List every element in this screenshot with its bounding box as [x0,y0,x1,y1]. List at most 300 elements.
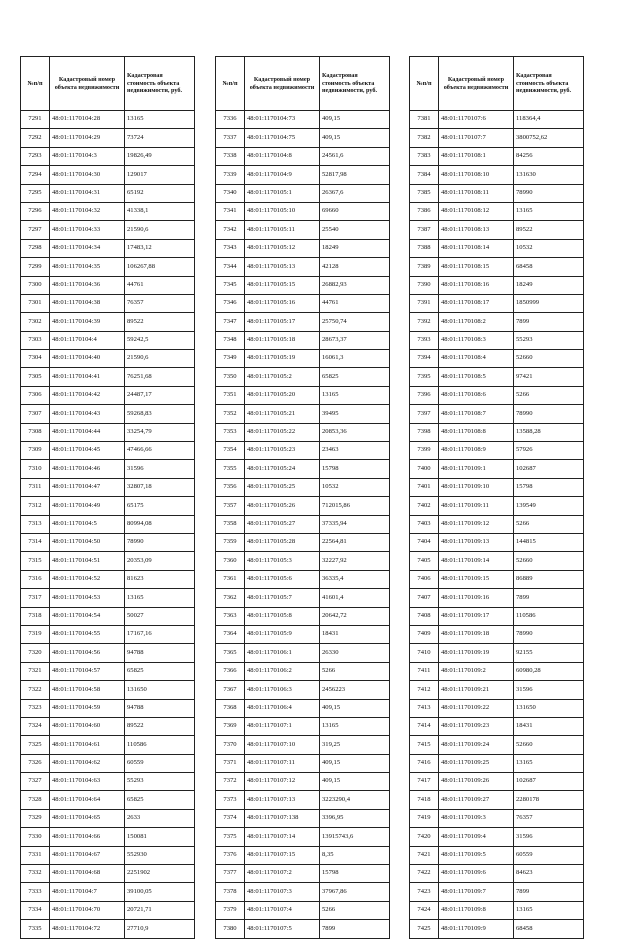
cadastral-value: 68458 [514,920,584,938]
cadastral-number: 48:01:1170105:16 [245,294,320,312]
cadastral-value: 2251902 [125,865,195,883]
row-number: 7297 [21,221,50,239]
row-number: 7390 [410,276,439,294]
cadastral-value: 15798 [514,478,584,496]
cadastral-value: 712015,86 [320,497,390,515]
row-number: 7352 [216,405,245,423]
cadastral-value: 409,15 [320,773,390,791]
row-number: 7299 [21,258,50,276]
table-row [216,552,390,570]
row-number: 7296 [21,202,50,220]
row-number: 7342 [216,221,245,239]
table-row [21,552,195,570]
cadastral-number: 48:01:1170105:25 [245,478,320,496]
table-row [21,497,195,515]
row-number: 7381 [410,111,439,129]
row-number: 7341 [216,202,245,220]
table-row [21,773,195,791]
cadastral-value: 27710,9 [125,920,195,938]
row-number: 7402 [410,497,439,515]
table-row [21,920,195,938]
cadastral-value: 13165 [125,111,195,129]
row-number: 7328 [21,791,50,809]
cadastral-value: 7899 [514,313,584,331]
row-number: 7343 [216,239,245,257]
cadastral-value: 44761 [125,276,195,294]
cadastral-number: 48:01:1170105:1 [245,184,320,202]
cadastral-number: 48:01:1170104:51 [50,552,125,570]
cadastral-number: 48:01:1170109:25 [439,754,514,772]
cadastral-number: 48:01:1170109:14 [439,552,514,570]
table-row [410,681,584,699]
row-number: 7360 [216,552,245,570]
cadastral-number: 48:01:1170109:16 [439,589,514,607]
cadastral-value: 42128 [320,258,390,276]
cadastral-number: 48:01:1170106:4 [245,699,320,717]
cadastral-value: 131650 [125,681,195,699]
cadastral-value: 118364,4 [514,111,584,129]
cadastral-value: 5266 [514,386,584,404]
row-number: 7315 [21,552,50,570]
table-row [216,607,390,625]
row-number: 7309 [21,442,50,460]
cadastral-value: 94788 [125,644,195,662]
cadastral-value: 22564,81 [320,533,390,551]
table-row [216,515,390,533]
cadastral-number: 48:01:1170109:24 [439,736,514,754]
cadastral-number: 48:01:1170104:29 [50,129,125,147]
row-number: 7351 [216,386,245,404]
row-number: 7319 [21,625,50,643]
cadastral-number: 48:01:1170105:23 [245,442,320,460]
cadastral-number: 48:01:1170104:47 [50,478,125,496]
table-row [216,405,390,423]
row-number: 7404 [410,533,439,551]
cadastral-number: 48:01:1170105:28 [245,533,320,551]
row-number: 7395 [410,368,439,386]
cadastral-number: 48:01:1170106:2 [245,662,320,680]
table-row [21,350,195,368]
table-row [410,350,584,368]
cadastral-number: 48:01:1170104:43 [50,405,125,423]
table-row [21,846,195,864]
table-row [21,717,195,735]
cadastral-number: 48:01:1170109:6 [439,865,514,883]
cadastral-number: 48:01:1170105:24 [245,460,320,478]
table-row [216,442,390,460]
cadastral-value: 18249 [320,239,390,257]
row-number: 7317 [21,589,50,607]
row-number: 7413 [410,699,439,717]
cadastral-number: 48:01:1170104:46 [50,460,125,478]
table-row [410,920,584,938]
row-number: 7367 [216,681,245,699]
cadastral-value: 76357 [125,294,195,312]
table-row [410,258,584,276]
table-row [410,460,584,478]
table-row [216,129,390,147]
cadastral-value: 20353,09 [125,552,195,570]
cadastral-number: 48:01:1170104:60 [50,717,125,735]
row-number: 7412 [410,681,439,699]
table-row [216,699,390,717]
cadastral-number: 48:01:1170104:38 [50,294,125,312]
table-row [410,773,584,791]
row-number: 7397 [410,405,439,423]
cadastral-number: 48:01:1170107:138 [245,809,320,827]
cadastral-number: 48:01:1170105:8 [245,607,320,625]
row-number: 7340 [216,184,245,202]
table-row [410,644,584,662]
table-row [410,662,584,680]
cadastral-value: 47466,66 [125,442,195,460]
table-row [410,754,584,772]
cadastral-number: 48:01:1170107:13 [245,791,320,809]
cadastral-number: 48:01:1170104:68 [50,865,125,883]
cadastral-value: 78990 [514,625,584,643]
table-row [216,423,390,441]
cadastral-value: 409,15 [320,129,390,147]
table-row [410,221,584,239]
cadastral-number: 48:01:1170105:2 [245,368,320,386]
table-row [21,901,195,919]
row-number: 7354 [216,442,245,460]
row-number: 7376 [216,846,245,864]
row-number: 7382 [410,129,439,147]
table-row [216,331,390,349]
cadastral-value: 18431 [320,625,390,643]
table-row [21,202,195,220]
cadastral-number: 48:01:1170109:21 [439,681,514,699]
cadastral-value: 21590,6 [125,221,195,239]
cadastral-number: 48:01:1170108:11 [439,184,514,202]
cadastral-number: 48:01:1170109:15 [439,570,514,588]
row-number: 7334 [21,901,50,919]
header-cadastral-number: Кадастровый номер объекта недвижимости [439,57,514,111]
cadastral-value: 65825 [125,662,195,680]
table-row [410,533,584,551]
cadastral-value: 59242,5 [125,331,195,349]
row-number: 7327 [21,773,50,791]
cadastral-value: 65825 [125,791,195,809]
table-body [21,111,195,939]
table-row [216,460,390,478]
table-row [21,644,195,662]
cadastral-value: 7899 [320,920,390,938]
table-row [21,239,195,257]
cadastral-number: 48:01:1170104:36 [50,276,125,294]
table-row [21,276,195,294]
header-number: №п/п [216,57,245,111]
row-number: 7329 [21,809,50,827]
table-row [216,350,390,368]
row-number: 7316 [21,570,50,588]
row-number: 7320 [21,644,50,662]
cadastral-number: 48:01:1170108:5 [439,368,514,386]
cadastral-number: 48:01:1170107:7 [439,129,514,147]
table-row [410,607,584,625]
table-body [216,111,390,939]
table-row [21,386,195,404]
cadastral-number: 48:01:1170107:3 [245,883,320,901]
cadastral-number: 48:01:1170107:1 [245,717,320,735]
row-number: 7356 [216,478,245,496]
row-number: 7294 [21,166,50,184]
cadastral-number: 48:01:1170108:4 [439,350,514,368]
row-number: 7393 [410,331,439,349]
cadastral-value: 13165 [514,754,584,772]
cadastral-number: 48:01:1170105:17 [245,313,320,331]
table-row [21,809,195,827]
cadastral-number: 48:01:1170109:22 [439,699,514,717]
cadastral-number: 48:01:1170104:28 [50,111,125,129]
row-number: 7372 [216,773,245,791]
cadastral-value: 1850999 [514,294,584,312]
table-header-row [216,57,390,111]
cadastral-value: 76357 [514,809,584,827]
table-row [410,405,584,423]
cadastral-number: 48:01:1170107:12 [245,773,320,791]
table-row [216,754,390,772]
table-row [410,239,584,257]
row-number: 7364 [216,625,245,643]
cadastral-number: 48:01:1170108:7 [439,405,514,423]
cadastral-number: 48:01:1170104:55 [50,625,125,643]
row-number: 7357 [216,497,245,515]
cadastral-number: 48:01:1170109:17 [439,607,514,625]
row-number: 7325 [21,736,50,754]
row-number: 7323 [21,699,50,717]
cadastral-value: 41338,1 [125,202,195,220]
table-row [216,828,390,846]
cadastral-value: 60559 [514,846,584,864]
row-number: 7348 [216,331,245,349]
row-number: 7312 [21,497,50,515]
cadastral-number: 48:01:1170107:10 [245,736,320,754]
row-number: 7403 [410,515,439,533]
cadastral-value: 37335,94 [320,515,390,533]
cadastral-number: 48:01:1170107:4 [245,901,320,919]
cadastral-value: 89522 [125,717,195,735]
cadastral-number: 48:01:1170104:59 [50,699,125,717]
table-row [21,828,195,846]
cadastral-value: 102687 [514,460,584,478]
row-number: 7298 [21,239,50,257]
cadastral-value: 32227,92 [320,552,390,570]
row-number: 7410 [410,644,439,662]
cadastral-number: 48:01:1170104:54 [50,607,125,625]
table-row [21,662,195,680]
table-row [216,166,390,184]
cadastral-number: 48:01:1170104:75 [245,129,320,147]
cadastral-value: 24487,17 [125,386,195,404]
cadastral-value: 13588,28 [514,423,584,441]
table-row [21,184,195,202]
table-row [410,699,584,717]
cadastral-number: 48:01:1170105:7 [245,589,320,607]
cadastral-value: 7899 [514,589,584,607]
row-number: 7339 [216,166,245,184]
cadastral-value: 102687 [514,773,584,791]
table-row [216,773,390,791]
table-row [216,570,390,588]
cadastral-number: 48:01:1170108:8 [439,423,514,441]
cadastral-number: 48:01:1170105:19 [245,350,320,368]
cadastral-number: 48:01:1170109:23 [439,717,514,735]
cadastral-number: 48:01:1170109:10 [439,478,514,496]
cadastral-value: 52660 [514,736,584,754]
row-number: 7359 [216,533,245,551]
cadastral-number: 48:01:1170105:15 [245,276,320,294]
row-number: 7383 [410,147,439,165]
cadastral-value: 32807,18 [125,478,195,496]
cadastral-value: 13165 [320,386,390,404]
row-number: 7421 [410,846,439,864]
cadastral-number: 48:01:1170104:45 [50,442,125,460]
cadastral-number: 48:01:1170104:35 [50,258,125,276]
cadastral-number: 48:01:1170104:66 [50,828,125,846]
cadastral-value: 20642,72 [320,607,390,625]
cadastral-value: 89522 [514,221,584,239]
cadastral-number: 48:01:1170109:7 [439,883,514,901]
cadastral-value: 89522 [125,313,195,331]
cadastral-number: 48:01:1170104:67 [50,846,125,864]
row-number: 7353 [216,423,245,441]
header-cadastral-value: Кадастровая стоимость объекта недвижимости, руб. [514,57,584,111]
cadastral-number: 48:01:1170104:31 [50,184,125,202]
cadastral-number: 48:01:1170104:7 [50,883,125,901]
table-row [410,846,584,864]
cadastral-number: 48:01:1170105:20 [245,386,320,404]
row-number: 7355 [216,460,245,478]
table-row [216,644,390,662]
table-row [216,147,390,165]
cadastral-number: 48:01:1170109:2 [439,662,514,680]
row-number: 7332 [21,865,50,883]
cadastral-value: 26882,93 [320,276,390,294]
table-header-row [21,57,195,111]
cadastral-number: 48:01:1170105:27 [245,515,320,533]
cadastral-value: 44761 [320,294,390,312]
cadastral-value: 15798 [320,865,390,883]
cadastral-value: 19826,49 [125,147,195,165]
row-number: 7419 [410,809,439,827]
table-row [21,589,195,607]
row-number: 7418 [410,791,439,809]
table-row [21,258,195,276]
table-row [216,791,390,809]
table-row [410,386,584,404]
cadastral-value: 26330 [320,644,390,662]
cadastral-number: 48:01:1170108:14 [439,239,514,257]
cadastral-number: 48:01:1170108:15 [439,258,514,276]
cadastral-number: 48:01:1170104:56 [50,644,125,662]
table-row [410,202,584,220]
row-number: 7411 [410,662,439,680]
cadastral-number: 48:01:1170107:2 [245,865,320,883]
cadastral-value: 10532 [320,478,390,496]
row-number: 7363 [216,607,245,625]
cadastral-number: 48:01:1170109:12 [439,515,514,533]
cadastral-number: 48:01:1170105:26 [245,497,320,515]
row-number: 7370 [216,736,245,754]
table-row [21,699,195,717]
table-row [216,533,390,551]
cadastral-value: 106267,88 [125,258,195,276]
cadastral-number: 48:01:1170104:3 [50,147,125,165]
cadastral-value: 86889 [514,570,584,588]
cadastral-number: 48:01:1170108:1 [439,147,514,165]
cadastral-table-3 [409,56,584,939]
table-row [216,294,390,312]
cadastral-number: 48:01:1170106:3 [245,681,320,699]
row-number: 7401 [410,478,439,496]
row-number: 7302 [21,313,50,331]
row-number: 7345 [216,276,245,294]
row-number: 7396 [410,386,439,404]
cadastral-value: 60980,28 [514,662,584,680]
cadastral-number: 48:01:1170105:6 [245,570,320,588]
cadastral-number: 48:01:1170104:53 [50,589,125,607]
row-number: 7369 [216,717,245,735]
cadastral-value: 59268,83 [125,405,195,423]
row-number: 7295 [21,184,50,202]
cadastral-table-2 [215,56,390,939]
cadastral-value: 150081 [125,828,195,846]
cadastral-number: 48:01:1170104:8 [245,147,320,165]
table-row [216,368,390,386]
table-row [410,901,584,919]
table-row [216,662,390,680]
row-number: 7394 [410,350,439,368]
table-row [21,736,195,754]
row-number: 7392 [410,313,439,331]
row-number: 7324 [21,717,50,735]
cadastral-value: 31596 [125,460,195,478]
cadastral-number: 48:01:1170104:57 [50,662,125,680]
row-number: 7379 [216,901,245,919]
cadastral-value: 409,15 [320,754,390,772]
cadastral-value: 20721,71 [125,901,195,919]
cadastral-value: 24561,6 [320,147,390,165]
table-row [21,607,195,625]
cadastral-value: 25540 [320,221,390,239]
cadastral-number: 48:01:1170108:12 [439,202,514,220]
row-number: 7409 [410,625,439,643]
row-number: 7425 [410,920,439,938]
table-row [410,570,584,588]
table-row [216,239,390,257]
table-row [216,276,390,294]
row-number: 7407 [410,589,439,607]
table-row [21,129,195,147]
cadastral-value: 69660 [320,202,390,220]
row-number: 7344 [216,258,245,276]
cadastral-number: 48:01:1170109:18 [439,625,514,643]
table-row [410,883,584,901]
table-row [21,460,195,478]
cadastral-value: 5266 [320,901,390,919]
cadastral-value: 28673,37 [320,331,390,349]
cadastral-value: 3223290,4 [320,791,390,809]
cadastral-number: 48:01:1170109:3 [439,809,514,827]
cadastral-value: 65825 [320,368,390,386]
cadastral-value: 97421 [514,368,584,386]
row-number: 7384 [410,166,439,184]
cadastral-value: 2633 [125,809,195,827]
row-number: 7400 [410,460,439,478]
table-row [21,791,195,809]
